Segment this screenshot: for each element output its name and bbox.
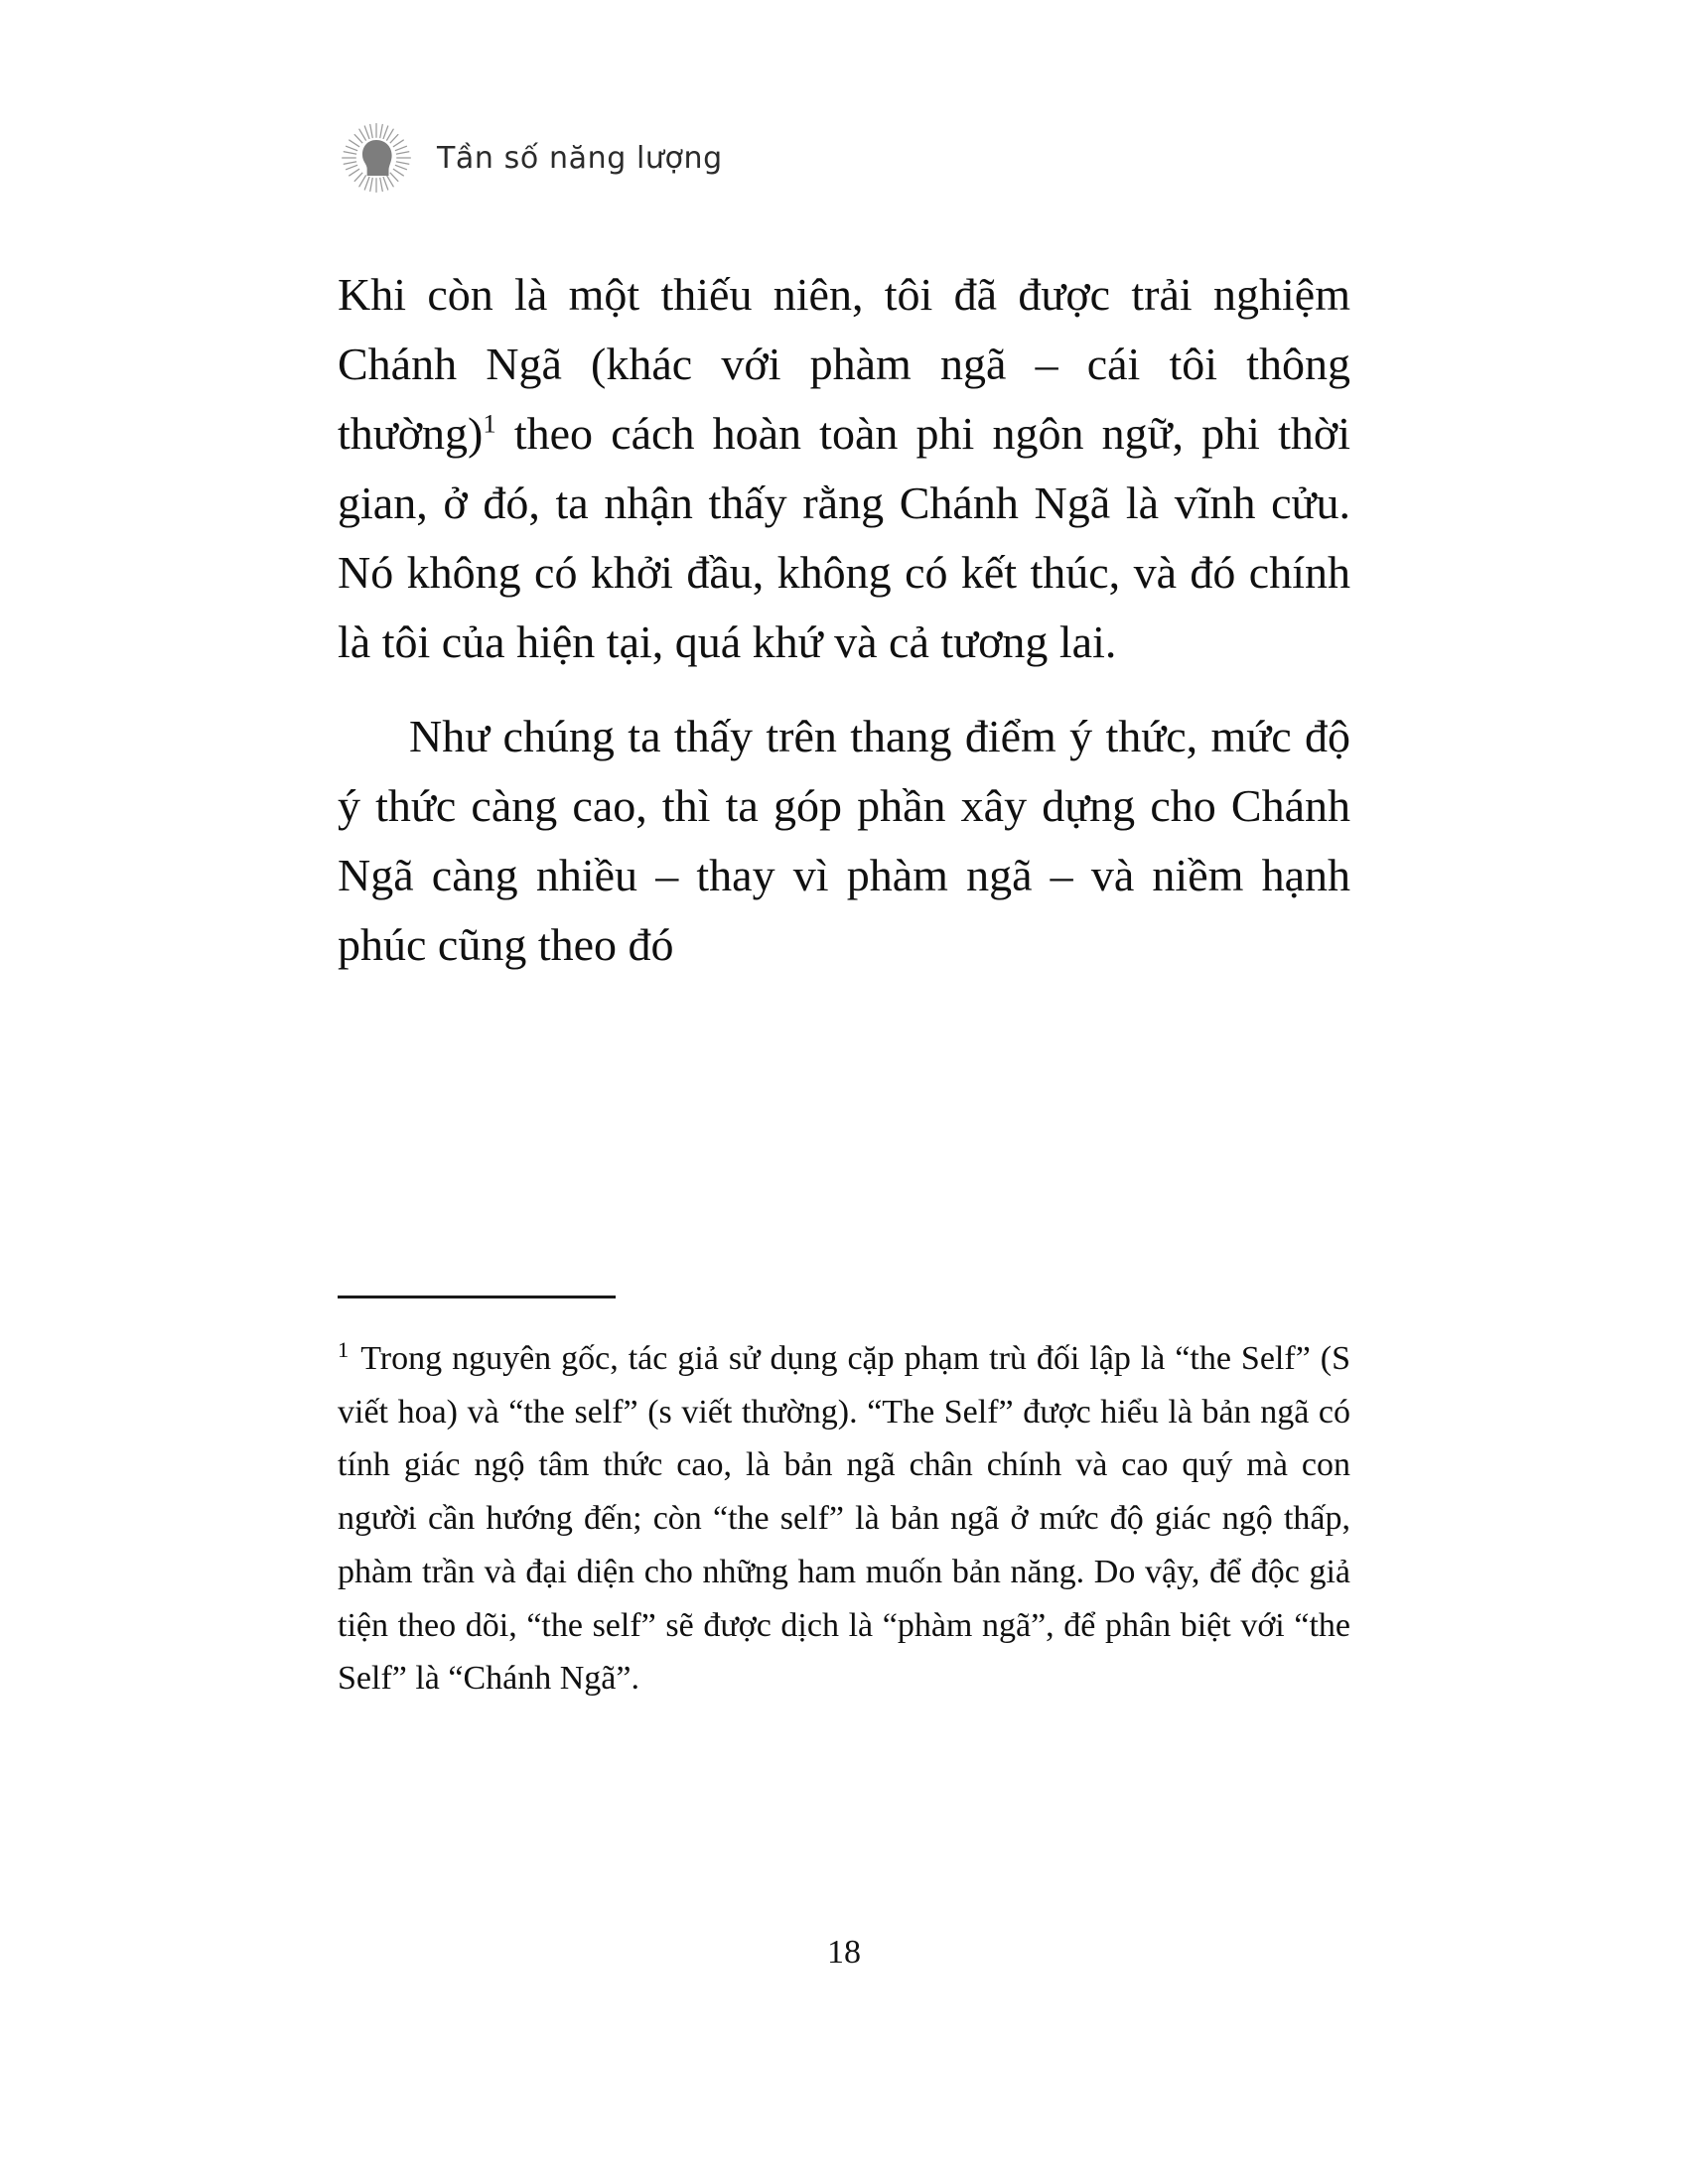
footnote-marker: 1	[338, 1336, 350, 1362]
body-text	[338, 260, 1350, 980]
footnote-body: Trong nguyên gốc, tác giả sử dụng cặp phạm trù đối lập là “the Self” (S viết hoa) và “the self” (s viết thường). “The Self” được hiểu là bản ngã có tính giác ngộ tâm thức cao, là bản ngã chân chính và cao quý mà con người cần hướng đến; còn “the self” là bản ngã ở mức độ giác ngộ thấp, phàm trần và đại diện cho những ham muốn bản năng. Do vậy, để độc giả tiện theo dõi, “the self” sẽ được dịch là “phàm ngã”, để phân biệt với “the Self” là “Chánh Ngã”.	[338, 1340, 1350, 1698]
paragraph-2-text: Như chúng ta thấy trên thang điểm ý thức, mức độ ý thức càng cao, thì ta góp phần xây dựng cho Chánh Ngã càng nhiều – thay vì phàm ngã – và niềm hạnh phúc cũng theo đó	[338, 711, 1350, 971]
running-header	[338, 119, 723, 197]
page-number: 18	[827, 1934, 861, 1971]
footnote-area	[338, 1296, 1350, 1706]
footnote-1	[338, 1332, 1350, 1706]
head-silhouette-radiating-icon	[338, 119, 415, 197]
paragraph-1-text-cont: theo cách hoàn toàn phi ngôn ngữ, phi thời gian, ở đó, ta nhận thấy rằng Chánh Ngã là vĩnh cửu. Nó không có khởi đầu, không có kết thúc, và đó chính là tôi của hiện tại, quá khứ và cả tương lai.	[338, 407, 1350, 667]
paragraph-2	[338, 702, 1350, 980]
footnote-reference-marker: 1	[483, 408, 496, 439]
footnote-separator-rule	[338, 1296, 616, 1298]
paragraph-1-text: Khi còn là một thiếu niên, tôi đã được trải nghiệm Chánh Ngã (khác với phàm ngã – cái tôi thông thường)	[338, 269, 1350, 459]
header-title: Tần số năng lượng	[437, 140, 723, 176]
paragraph-1	[338, 260, 1350, 676]
